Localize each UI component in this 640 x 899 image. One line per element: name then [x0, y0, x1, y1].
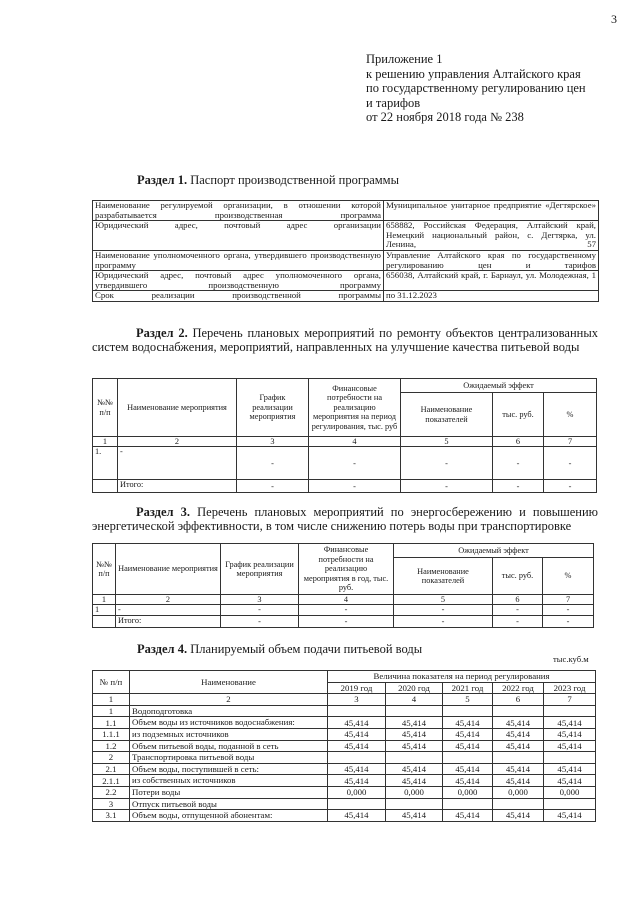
- table-cell: Объем воды из источников водоснабжения:: [130, 717, 328, 729]
- column-header: Наименование: [130, 671, 328, 694]
- table-cell: 45,414: [544, 810, 596, 822]
- table-row: [93, 798, 596, 810]
- row-label: Наименование уполномоченного органа, утвердившего производственную программу: [93, 250, 384, 270]
- table-cell: 45,414: [493, 740, 544, 752]
- table-cell: из собственных источников: [130, 775, 328, 787]
- table-cell: Объем питьевой воды, поданной в сеть: [130, 740, 328, 752]
- column-header: № п/п: [93, 671, 130, 694]
- table-cell: 1.2: [93, 740, 130, 752]
- table-cell: 1: [93, 705, 130, 717]
- column-number: 3: [237, 437, 309, 447]
- table-cell: Транспортировка питьевой воды: [130, 752, 328, 764]
- table-cell: 45,414: [443, 717, 493, 729]
- table-cell: 45,414: [493, 728, 544, 740]
- section1-title: Паспорт производственной программы: [190, 173, 399, 187]
- column-header: Ожидаемый эффект: [401, 379, 597, 393]
- table-cell: -: [394, 615, 493, 627]
- appendix-line: к решению управления Алтайского края: [366, 66, 581, 81]
- row-value: Управление Алтайского края по государственному регулированию цен и тарифов: [384, 250, 599, 270]
- table-cell: [544, 752, 596, 764]
- table-row: [93, 740, 596, 752]
- table-row: [93, 728, 596, 740]
- table-cell: 45,414: [443, 763, 493, 775]
- table-cell: [93, 615, 116, 627]
- column-header: Наименование мероприятия: [118, 379, 237, 437]
- column-number: 7: [544, 694, 596, 706]
- table-row: [93, 810, 596, 822]
- section1-number: Раздел 1.: [137, 173, 188, 187]
- column-number: 3: [328, 694, 386, 706]
- table-cell: 45,414: [328, 717, 386, 729]
- energy-measures-table: [92, 543, 594, 628]
- column-number: 3: [221, 595, 299, 605]
- table-cell: [443, 752, 493, 764]
- table-cell: 45,414: [544, 728, 596, 740]
- table-row: [93, 271, 599, 291]
- column-header: График реализации мероприятия: [237, 379, 309, 437]
- table-cell: 45,414: [493, 775, 544, 787]
- section4-title: Планируемый объем подачи питьевой воды: [190, 642, 423, 656]
- table-cell: 3: [93, 798, 130, 810]
- row-label: Юридический адрес, почтовый адрес уполномоченного органа, утвердившего производственную программу: [93, 271, 384, 291]
- section3-heading: [92, 505, 598, 533]
- table-row: [93, 221, 599, 251]
- table-cell: 2.1.1: [93, 775, 130, 787]
- row-value: по 31.12.2023: [384, 291, 599, 302]
- table-cell: Водоподготовка: [130, 705, 328, 717]
- table-cell: Объем воды, отпущенной абонентам:: [130, 810, 328, 822]
- table-row: [93, 615, 594, 627]
- table-cell: -: [493, 447, 544, 480]
- appendix-line: Приложение 1: [366, 52, 443, 66]
- table-cell: из подземных источников: [130, 728, 328, 740]
- table-cell: 45,414: [386, 810, 443, 822]
- column-number: 4: [309, 437, 401, 447]
- table-cell: 45,414: [493, 763, 544, 775]
- row-value: 656038, Алтайский край, г. Барнаул, ул. Молодежная, 1: [384, 271, 599, 291]
- appendix-line: по государственному регулированию цен: [366, 81, 586, 96]
- column-number-row: [93, 437, 597, 447]
- table-cell: 45,414: [544, 717, 596, 729]
- table-cell: 45,414: [328, 775, 386, 787]
- table-cell: -: [543, 605, 594, 615]
- table-cell: 3.1: [93, 810, 130, 822]
- column-number: 6: [493, 595, 543, 605]
- table-cell: 45,414: [328, 728, 386, 740]
- column-number-row: [93, 595, 594, 605]
- repair-measures-table: [92, 378, 597, 493]
- column-number: 4: [299, 595, 394, 605]
- section3-title: Перечень плановых мероприятий по энергосбережению и повышению энергетической эффективности, в том числе снижению потерь воды при транспортировке: [92, 505, 599, 533]
- table-cell: -: [394, 605, 493, 615]
- table-cell: 45,414: [328, 763, 386, 775]
- water-volume-table: [92, 670, 596, 822]
- table-cell: 1.1: [93, 717, 130, 729]
- column-header: %: [544, 393, 597, 437]
- table-cell: 1.1.1: [93, 728, 130, 740]
- section2-number: Раздел 2.: [136, 326, 188, 340]
- table-cell: Итого:: [118, 480, 237, 493]
- table-cell: [328, 798, 386, 810]
- column-number: 5: [394, 595, 493, 605]
- table-cell: [386, 798, 443, 810]
- table-cell: 0,000: [328, 786, 386, 798]
- column-header: Величина показателя на период регулирования: [328, 671, 596, 683]
- table-row: [93, 763, 596, 775]
- section4-heading: [137, 642, 422, 656]
- table-row: [93, 786, 596, 798]
- table-cell: [493, 798, 544, 810]
- table-cell: 0,000: [386, 786, 443, 798]
- table-cell: [386, 705, 443, 717]
- year-header: 2019 год: [328, 682, 386, 694]
- year-header: 2022 год: [493, 682, 544, 694]
- row-label: Наименование регулируемой организации, в отношении которой разрабатывается производственная программа: [93, 201, 384, 221]
- appendix-line: и тарифов: [366, 95, 421, 110]
- table-cell: 45,414: [493, 810, 544, 822]
- table-cell: [544, 798, 596, 810]
- column-number: 2: [118, 437, 237, 447]
- table-cell: [328, 752, 386, 764]
- table-row: [93, 605, 594, 615]
- passport-table: [92, 200, 599, 302]
- table-cell: -: [237, 447, 309, 480]
- table-cell: [443, 798, 493, 810]
- table-cell: -: [237, 480, 309, 493]
- year-header: 2023 год: [544, 682, 596, 694]
- table-cell: -: [544, 480, 597, 493]
- table-cell: 45,414: [544, 763, 596, 775]
- row-value: 658882, Российская Федерация, Алтайский край, Немецкий национальный район, с. Дегтярка, ул. Ленина, 57: [384, 221, 599, 251]
- column-header: Наименование мероприятия: [116, 544, 221, 595]
- table-cell: -: [309, 447, 401, 480]
- column-header: №№ п/п: [93, 544, 116, 595]
- table-row: [93, 291, 599, 302]
- table-cell: -: [118, 447, 237, 480]
- table-cell: -: [309, 480, 401, 493]
- section4-number: Раздел 4.: [137, 642, 188, 656]
- appendix-header: [366, 52, 616, 125]
- table-cell: 45,414: [493, 717, 544, 729]
- table-cell: 45,414: [443, 775, 493, 787]
- column-header: №№ п/п: [93, 379, 118, 437]
- table-cell: -: [401, 480, 493, 493]
- table-cell: Итого:: [116, 615, 221, 627]
- table-cell: [493, 752, 544, 764]
- table-cell: 0,000: [443, 786, 493, 798]
- section3-number: Раздел 3.: [136, 505, 191, 519]
- row-label: Срок реализации производственной программы: [93, 291, 384, 302]
- header-row: [93, 544, 594, 558]
- table-cell: [544, 705, 596, 717]
- table-cell: 45,414: [544, 775, 596, 787]
- table-cell: 2.1: [93, 763, 130, 775]
- section2-title: Перечень плановых мероприятий по ремонту объектов централизованных систем водоснабжения, мероприятий, направленных на улучшение качества питьевой воды: [92, 326, 598, 354]
- column-header: Наименование показателей: [394, 558, 493, 595]
- table-cell: -: [493, 605, 543, 615]
- section2-heading: [92, 326, 598, 354]
- table-cell: -: [493, 615, 543, 627]
- column-header: Наименование показателей: [401, 393, 493, 437]
- table-cell: -: [543, 615, 594, 627]
- table-cell: Потери воды: [130, 786, 328, 798]
- table-cell: 1: [93, 605, 116, 615]
- table-cell: 45,414: [443, 728, 493, 740]
- table-cell: [493, 705, 544, 717]
- table-row: [93, 717, 596, 729]
- column-header: %: [543, 558, 594, 595]
- table-cell: 45,414: [386, 728, 443, 740]
- table-row: [93, 775, 596, 787]
- table-cell: -: [299, 615, 394, 627]
- header-row: [93, 671, 596, 683]
- column-number: 1: [93, 694, 130, 706]
- table-cell: 45,414: [386, 775, 443, 787]
- table-cell: 45,414: [386, 763, 443, 775]
- column-number: 7: [544, 437, 597, 447]
- table-cell: 45,414: [386, 740, 443, 752]
- section1-heading: [137, 173, 399, 187]
- table-cell: 45,414: [544, 740, 596, 752]
- table-cell: -: [544, 447, 597, 480]
- row-value: Муниципальное унитарное предприятие «Дегтярское»: [384, 201, 599, 221]
- table-cell: -: [401, 447, 493, 480]
- table-row: [93, 752, 596, 764]
- table-cell: 2.2: [93, 786, 130, 798]
- table-cell: [443, 705, 493, 717]
- table-row: [93, 201, 599, 221]
- table-row: [93, 480, 597, 493]
- header-row: [93, 379, 597, 393]
- column-header: тыс. руб.: [493, 393, 544, 437]
- year-header: 2021 год: [443, 682, 493, 694]
- table-cell: [93, 480, 118, 493]
- table-cell: [386, 752, 443, 764]
- table-cell: 45,414: [386, 717, 443, 729]
- year-header: 2020 год: [386, 682, 443, 694]
- table-cell: Объем воды, поступившей в сеть:: [130, 763, 328, 775]
- column-number: 2: [130, 694, 328, 706]
- column-number: 1: [93, 595, 116, 605]
- column-number: 4: [386, 694, 443, 706]
- table-cell: 45,414: [328, 740, 386, 752]
- table-cell: -: [221, 615, 299, 627]
- table-cell: 0,000: [493, 786, 544, 798]
- table-cell: 45,414: [328, 810, 386, 822]
- column-number: 1: [93, 437, 118, 447]
- column-header: Финансовые потребности на реализацию мероприятия в год, тыс. руб.: [299, 544, 394, 595]
- column-number: 5: [401, 437, 493, 447]
- table-row: [93, 705, 596, 717]
- unit-label: тыс.куб.м: [553, 654, 589, 664]
- column-number: 2: [116, 595, 221, 605]
- table-row: [93, 447, 597, 480]
- table-cell: 0,000: [544, 786, 596, 798]
- column-header: тыс. руб.: [493, 558, 543, 595]
- column-number: 5: [443, 694, 493, 706]
- column-header: Ожидаемый эффект: [394, 544, 594, 558]
- table-cell: -: [493, 480, 544, 493]
- table-cell: -: [221, 605, 299, 615]
- table-cell: -: [116, 605, 221, 615]
- table-cell: Отпуск питьевой воды: [130, 798, 328, 810]
- table-cell: 45,414: [443, 810, 493, 822]
- column-number: 6: [493, 694, 544, 706]
- column-number: 6: [493, 437, 544, 447]
- table-row: [93, 250, 599, 270]
- row-label: Юридический адрес, почтовый адрес организации: [93, 221, 384, 251]
- table-cell: [328, 705, 386, 717]
- column-number: 7: [543, 595, 594, 605]
- column-header: Финансовые потребности на реализацию мероприятия на период регулирования, тыс. руб: [309, 379, 401, 437]
- appendix-line: от 22 ноября 2018 года № 238: [366, 110, 524, 125]
- table-cell: -: [299, 605, 394, 615]
- page-number: 3: [611, 12, 617, 26]
- column-header: График реализации мероприятия: [221, 544, 299, 595]
- table-cell: 1.: [93, 447, 118, 480]
- table-cell: 45,414: [443, 740, 493, 752]
- table-cell: 2: [93, 752, 130, 764]
- column-number-row: [93, 694, 596, 706]
